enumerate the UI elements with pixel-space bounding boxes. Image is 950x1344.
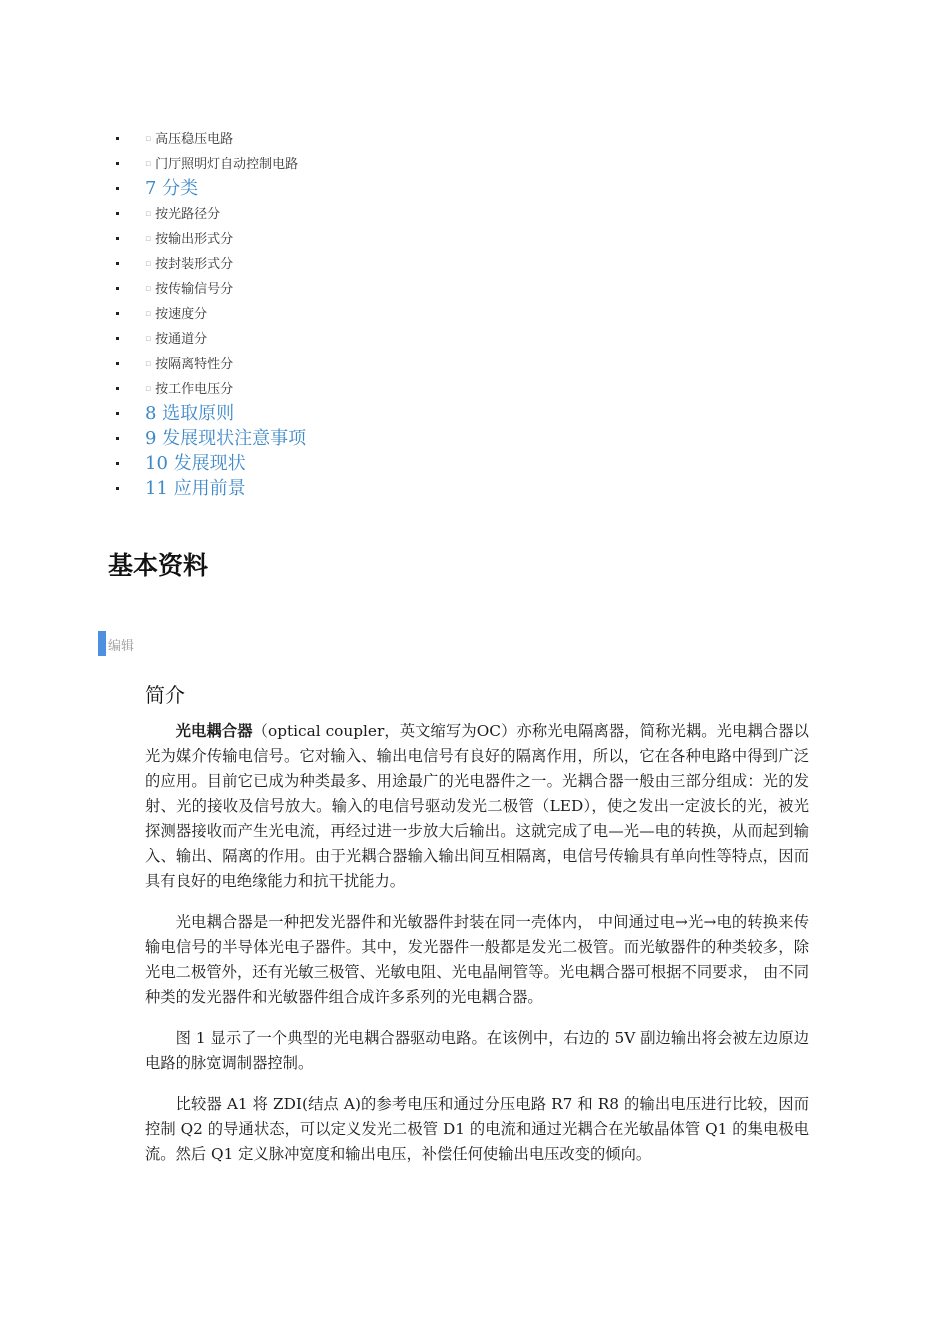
edit-link[interactable]: 编辑 xyxy=(108,639,135,654)
toc-sub-link[interactable] xyxy=(145,303,207,322)
bullet-icon xyxy=(116,262,119,265)
toc-item[interactable] xyxy=(0,299,950,324)
square-bullet-icon: ▫ xyxy=(145,234,152,244)
toc-sub-link[interactable] xyxy=(145,128,233,147)
toc-main-link[interactable]: 9 发展现状注意事项 xyxy=(145,428,307,449)
paragraph: 图 1 显示了一个典型的光电耦合器驱动电路。在该例中，右边的 5V 副边输出将会被左边原边电路的脉宽调制器控制。 xyxy=(145,1029,809,1072)
bullet-icon xyxy=(116,437,119,440)
bullet-icon xyxy=(116,312,119,315)
toc-sub-link[interactable] xyxy=(145,353,233,372)
toc-sub-label[interactable]: 按输出形式分 xyxy=(155,232,234,247)
square-bullet-icon: ▫ xyxy=(145,259,152,269)
edit-marker-bar xyxy=(98,631,106,656)
toc-item[interactable] xyxy=(0,274,950,299)
toc-item[interactable] xyxy=(0,149,950,174)
square-bullet-icon: ▫ xyxy=(145,134,152,144)
toc-sub-link[interactable] xyxy=(145,378,233,397)
toc-sub-label[interactable]: 按隔离特性分 xyxy=(155,357,234,372)
square-bullet-icon: ▫ xyxy=(145,359,152,369)
bullet-icon xyxy=(116,462,119,465)
bullet-icon xyxy=(116,337,119,340)
toc-item[interactable] xyxy=(0,124,950,149)
toc-item[interactable] xyxy=(0,324,950,349)
toc-sub-link[interactable] xyxy=(145,253,233,272)
bullet-icon xyxy=(116,212,119,215)
paragraph: 比较器 A1 将 ZDI(结点 A)的参考电压和通过分压电路 R7 和 R8 的输出电压进行比较，因而控制 Q2 的导通状态，可以定义发光二极管 D1 的电流和通过光耦合在光敏晶体管 Q1 的集电极电流。然后 Q1 定义脉冲宽度和输出电压，补偿任何使输出电压改变的倾向。 xyxy=(145,1095,809,1163)
toc-sub-label[interactable]: 按光路径分 xyxy=(155,207,221,222)
toc-sub-label[interactable]: 按通道分 xyxy=(155,332,208,347)
paragraph: 光电耦合器是一种把发光器件和光敏器件封装在同一壳体内， 中间通过电→光→电的转换来传输电信号的半导体光电子器件。其中，发光器件一般都是发光二极管。而光敏器件的种类较多，除光电二极管外，还有光敏三极管、光敏电阻、光电晶闸管等。光电耦合器可根据不同要求， 由不同种类的发光器件和光敏器件组合成许多系列的光电耦合器。 xyxy=(145,913,809,1006)
bullet-icon xyxy=(116,362,119,365)
toc-sub-label[interactable]: 按工作电压分 xyxy=(155,382,234,397)
subsection-title: 简介 xyxy=(145,683,185,707)
toc-sub-link[interactable] xyxy=(145,153,298,172)
toc-sub-link[interactable] xyxy=(145,328,207,347)
bullet-icon xyxy=(116,237,119,240)
toc-sub-link[interactable] xyxy=(145,203,220,222)
table-of-contents xyxy=(0,124,950,499)
toc-item[interactable] xyxy=(0,249,950,274)
toc-item[interactable] xyxy=(0,224,950,249)
bullet-icon xyxy=(116,412,119,415)
toc-sub-link[interactable] xyxy=(145,278,233,297)
square-bullet-icon: ▫ xyxy=(145,384,152,394)
toc-item[interactable] xyxy=(0,349,950,374)
toc-main-link[interactable]: 10 发展现状 xyxy=(145,453,246,474)
square-bullet-icon: ▫ xyxy=(145,159,152,169)
toc-sub-link[interactable] xyxy=(145,228,233,247)
toc-item[interactable] xyxy=(0,449,950,474)
toc-sub-label[interactable]: 按封装形式分 xyxy=(155,257,234,272)
paragraph-text: （optical coupler，英文缩写为OC）亦称光电隔离器，简称光耦。光电耦合器以光为媒介传输电信号。它对输入、输出电信号有良好的隔离作用，所以，它在各种电路中得到广泛的应用。目前它已成为种类最多、用途最广的光电器件之一。光耦合器一般由三部分组成：光的发射、光的接收及信号放大。输入的电信号驱动发光二极管（LED），使之发出一定波长的光，被光探测器接收而产生光电流，再经过进一步放大后输出。这就完成了电—光—电的转换，从而起到输入、输出、隔离的作用。由于光耦合器输入输出间互相隔离，电信号传输具有单向性等特点，因而具有良好的电绝缘能力和抗干扰能力。 xyxy=(145,722,809,890)
bullet-icon xyxy=(116,187,119,190)
toc-item[interactable] xyxy=(0,424,950,449)
square-bullet-icon: ▫ xyxy=(145,334,152,344)
toc-main-link[interactable]: 11 应用前景 xyxy=(145,478,246,499)
toc-sub-label[interactable]: 按传输信号分 xyxy=(155,282,234,297)
toc-main-link[interactable]: 8 选取原则 xyxy=(145,403,235,424)
bullet-icon xyxy=(116,287,119,290)
toc-sub-label[interactable]: 高压稳压电路 xyxy=(155,132,234,147)
bullet-icon xyxy=(116,487,119,490)
toc-item[interactable] xyxy=(0,474,950,499)
article-body xyxy=(145,719,809,1183)
toc-item[interactable] xyxy=(0,399,950,424)
toc-main-link[interactable]: 7 分类 xyxy=(145,178,199,199)
section-title: 基本资料 xyxy=(108,551,209,580)
toc-item[interactable] xyxy=(0,174,950,199)
toc-item[interactable] xyxy=(0,374,950,399)
square-bullet-icon: ▫ xyxy=(145,209,152,219)
bullet-icon xyxy=(116,137,119,140)
square-bullet-icon: ▫ xyxy=(145,284,152,294)
bullet-icon xyxy=(116,387,119,390)
bullet-icon xyxy=(116,162,119,165)
toc-sub-label[interactable]: 门厅照明灯自动控制电路 xyxy=(155,157,299,172)
square-bullet-icon: ▫ xyxy=(145,309,152,319)
paragraph-intro xyxy=(145,719,809,894)
toc-item[interactable] xyxy=(0,199,950,224)
toc-sub-label[interactable]: 按速度分 xyxy=(155,307,208,322)
term-highlight: 光电耦合器 xyxy=(175,722,253,740)
